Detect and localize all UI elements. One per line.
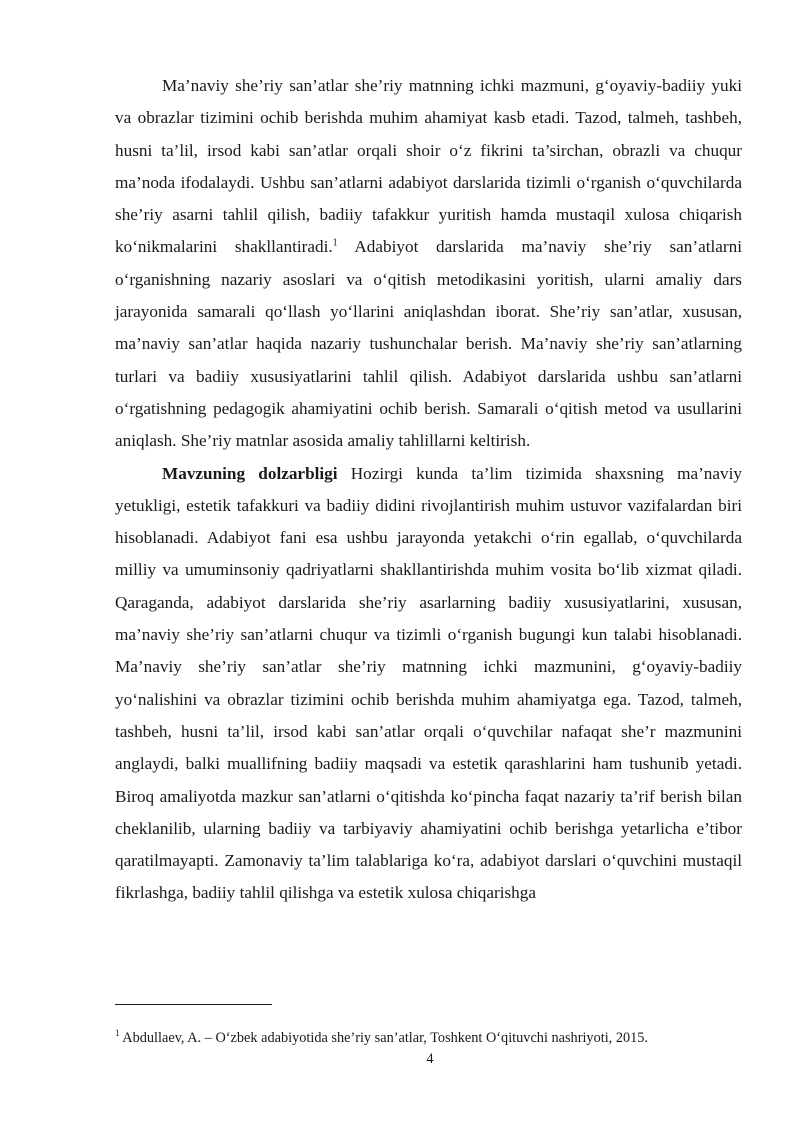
footnote — [115, 1029, 755, 1047]
paragraph-relevance — [115, 458, 742, 910]
paragraph-intro — [115, 70, 742, 458]
relevance-text: Hozirgi kunda ta’lim tizimida shaxsning ma’naviy yetukligi, estetik tafakkuri va badiiy didini rivojlantirish muhim ustuvor vazifalardan biri hisoblanadi. Adabiyot fani esa ushbu jarayonda yetakchi o‘rin egallab, o‘quvchilarda milliy va umuminsoniy qadriyatlarni shakllantirishda muhim vosita bo‘lib xizmat qiladi. Qaraganda, adabiyot darslarida she’riy asarlarning badiiy xususiyatlarini, xususan, ma’naviy she’riy san’atlarni chuqur va tizimli o‘rganish bugungi kun talabi hisoblanadi. Ma’naviy she’riy san’atlar she’riy matnning ichki mazmunini, g‘oyaviy-badiiy yo‘nalishini va obrazlar tizimini ochib berishda muhim ahamiyatga ega. Tazod, talmeh, tashbeh, husni ta’lil, irsod kabi san’atlar orqali o‘quvchilar nafaqat she’r mazmunini anglaydi, balki muallifning badiiy maqsadi va estetik qarashlarini ham tushunib yetadi. Biroq amaliyotda mazkur san’atlarni o‘qitishda ko‘pincha faqat nazariy ta’rif berish bilan cheklanilib, ularning badiiy va tarbiyaviy ahamiyatini ochib berishga yetarlicha e’tibor qaratilmayapti. Zamonaviy ta’lim talablariga ko‘ra, adabiyot darslari o‘quvchini mustaqil fikrlashga, badiiy tahlil qilishga va estetik xulosa chiqarishga — [115, 463, 742, 903]
page-number: 4 — [426, 1051, 434, 1067]
footnote-divider — [115, 1004, 272, 1005]
relevance-heading: Mavzuning dolzarbligi — [162, 463, 338, 483]
paragraph-intro-text-a: Ma’naviy she’riy san’atlar she’riy matnning ichki mazmuni, g‘oyaviy-badiiy yuki va obrazlar tizimini ochib berishda muhim ahamiyat kasb etadi. Tazod, talmeh, tashbeh, husni ta’lil, irsod kabi san’atlar orqali shoir o‘z fikrini ta’sirchan, obrazli va chuqur ma’noda ifodalaydi. Ushbu san’atlarni adabiyot darslarida tizimli o‘rganish o‘quvchilarda she’riy asarni tahlil qilish, badiiy tafakkur yuritish hamda mustaqil xulosa chiqarish ko‘nikmalarini shakllantiradi. — [115, 76, 742, 257]
footnote-text: Abdullaev, A. – O‘zbek adabiyotida she’riy san’atlar, Toshkent O‘qituvchi nashriyoti, 2015. — [119, 1030, 648, 1046]
paragraph-intro-text-b: Adabiyot darslarida ma’naviy she’riy san’atlarni o‘rganishning nazariy asoslari va o‘qitish metodikasini yoritish, ularni amaliy dars jarayonida samarali qo‘llash yo‘llarini aniqlashdan iborat. She’riy san’atlar, xususan, ma’naviy san’atlar haqida nazariy tushunchalar berish. Ma’naviy she’riy san’atlarning turlari va badiiy xususiyatlarini tahlil qilish. Adabiyot darslarida ushbu san’atlarni o‘rgatishning pedagogik ahamiyatini ochib berish. Samarali o‘qitish metod va usullarini aniqlash. She’riy matnlar asosida amaliy tahlillarni keltirish. — [115, 237, 742, 451]
footnote-number: 1 — [115, 1028, 120, 1039]
body-text — [115, 70, 742, 910]
footnote-reference[interactable]: 1 — [332, 237, 338, 249]
